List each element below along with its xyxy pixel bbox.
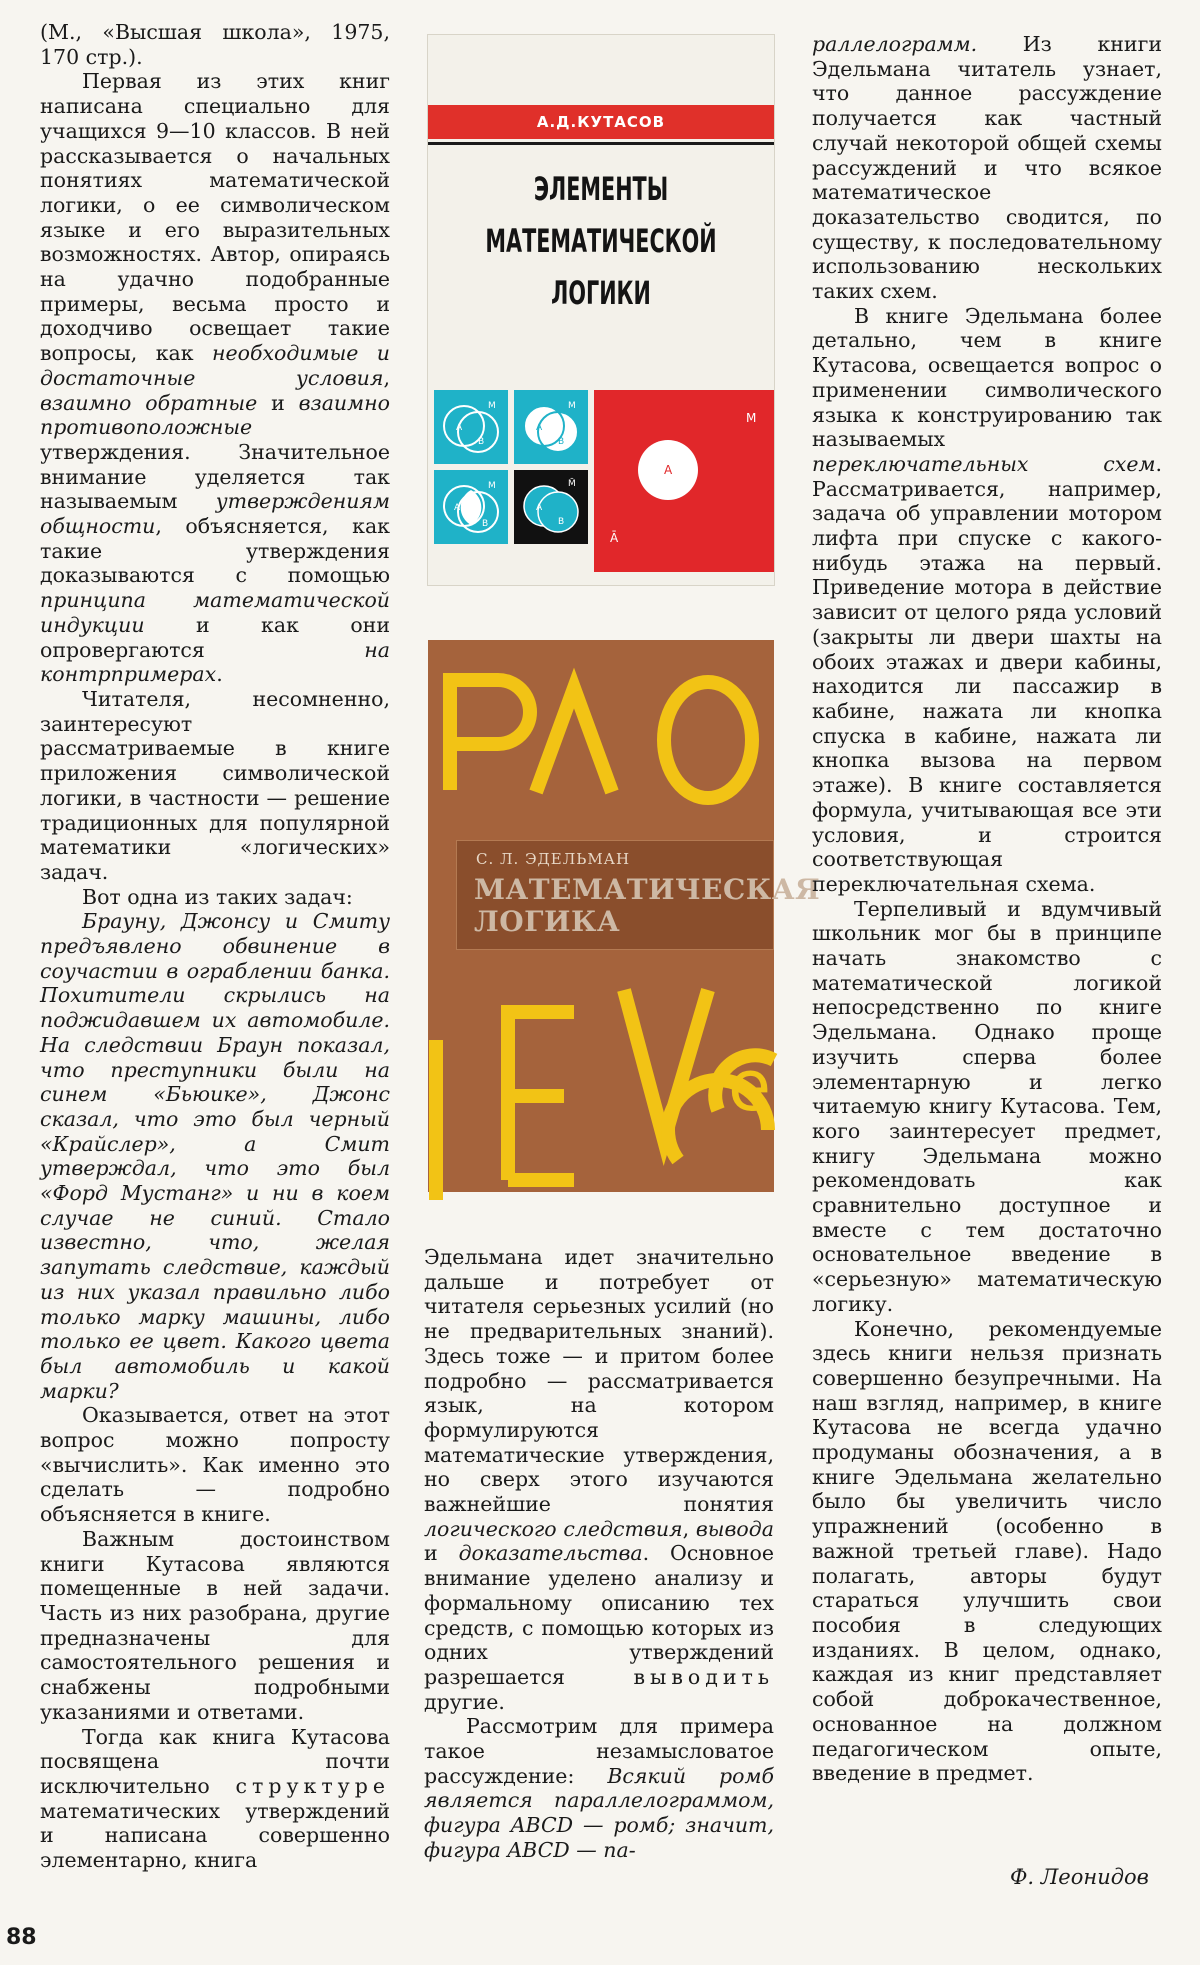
- svg-text:M̄: M̄: [568, 479, 576, 489]
- emphasis: доказательства: [458, 1541, 643, 1566]
- svg-text:A: A: [456, 423, 463, 433]
- cover-author: С. Л. ЭДЕЛЬМАН: [476, 850, 631, 868]
- svg-text:B: B: [478, 437, 485, 447]
- logic-puzzle: Брауну, Джонсу и Смиту предъявлено обвинение в соучастии в ограблении банка. Похитители скрылись на поджидавшем их автомобиле. На следствии Браун показал, что преступники были на синем «Бьюике», Джонс сказал, что это был черный «Крайслер», а Смит утверждал, что это был «Форд Мустанг» и ни в коем случае не синий. Стало известно, что, желая запутать следствие, каждый из них указал правильно либо только марку машины, либо только ее цвет. Какого цвета был автомобиль и какой марки?: [40, 909, 390, 1403]
- spaced-word: выводить: [633, 1664, 774, 1689]
- paragraph: Рассмотрим для примера такое незамысловатое рассуждение: Всякий ромб является параллелограммом, фигура ABCD — ромб; значит, фигура ABCD — па-: [424, 1714, 774, 1862]
- emphasis: принципа математической индукции: [40, 588, 390, 637]
- emphasis: необходимые и достаточные условия: [40, 341, 390, 390]
- cover-rule: [428, 142, 774, 145]
- svg-text:B: B: [558, 517, 565, 527]
- page-number: 88: [6, 1925, 37, 1950]
- svg-text:A: A: [664, 463, 673, 477]
- middle-column: [424, 1245, 774, 1863]
- svg-text:A: A: [536, 423, 543, 433]
- paragraph: (М., «Высшая школа», 1975, 170 стр.).: [40, 20, 390, 69]
- emphasis: логического следствия: [424, 1516, 683, 1541]
- paragraph: Читателя, несомненно, заинтересуют рассматриваемые в книге приложения символической логики, в частности — решение традиционных для популярной математики «логических» задач.: [40, 686, 390, 884]
- svg-text:М: М: [568, 401, 576, 411]
- svg-text:B: B: [482, 519, 489, 529]
- emphasis: взаимно обратные: [40, 390, 258, 415]
- paragraph: Конечно, рекомендуемые здесь книги нельзя признать совершенно безупречными. На наш взгляд, например, в книге Кутасова не всегда удачно продуманы обозначения, а в книге Эдельмана желательно было бы увеличить число упражнений (особенно в важной третьей главе). Надо полагать, авторы будут стараться улучшить свои пособия в следующих изданиях. В целом, однако, каждая из книг представляет собой доброкачественное, основанное на должном педагогическом опыте, введение в предмет.: [812, 1316, 1162, 1786]
- svg-text:B: B: [558, 437, 565, 447]
- emphasis: на контрпримерах: [40, 637, 390, 687]
- paragraph: Первая из этих книг написана специально для учащихся 9—10 классов. В ней рассказывается о начальных понятиях математической логики, о ее символическом языке и его выразительных возможностях. Автор, опираясь на удачно подобранные примеры, весьма просто и доходчиво освещает такие вопросы, как необходимые и достаточные условия, взаимно обратные и взаимно противоположные утверждения. Значительное внимание уделяется так называемым утверждениям общности, объясняется, как такие утверждения доказываются с помощью принципа математической индукции и как они опровергаются на контрпримерах.: [40, 69, 390, 687]
- book-cover-kutasov: [428, 35, 774, 585]
- paragraph: Терпеливый и вдумчивый школьник мог бы в принципе начать знакомство с математической логикой непосредственно по книге Эдельмана. Однако проще изучить сперва более элементарную и легко читаемую книгу Кутасова. Тем, кого заинтересует предмет, книгу Эдельмана можно рекомендовать как сравнительно доступное и вместе с тем достаточно основательное введение в «серьезную» математическую логику.: [812, 896, 1162, 1316]
- cover-title: МАТЕМАТИЧЕСКАЯ ЛОГИКА: [474, 873, 821, 938]
- emphasis: переключательных схем: [812, 451, 1156, 476]
- emphasis: взаимно противоположные: [40, 390, 390, 440]
- left-column: [40, 20, 390, 1873]
- venn-diagram-icon: [514, 390, 588, 464]
- paragraph: раллелограмм. Из книги Эдельмана читатель узнает, что данное рассуждение получается как частный случай некоторой общей схемы рассуждений и что всякое математическое доказательство сводится, по существу, к последовательному использованию нескольких таких схем.: [812, 32, 1162, 304]
- right-column: [812, 32, 1162, 1786]
- paragraph: В книге Эдельмана более детально, чем в книге Кутасова, освещается вопрос о применении символического языка к конструированию так называемых переключательных схем. Рассматривается, например, задача об управлении мотором лифта при спуске с какого-нибудь этажа на первый. Приведение мотора в действие зависит от целого ряда условий (закрыты ли двери шахты на обоих этажах и двери кабины, находится ли пассажир в кабине, нажата ли кнопка спуска в кабине, нажата ли кнопка вызова на первом этаже). В книге составляется формула, учитывающая все эти условия, и строится соответствующая переключательная схема.: [812, 303, 1162, 896]
- paragraph: Оказывается, ответ на этот вопрос можно попросту «вычислить». Как именно это сделать — подробно объясняется в книге.: [40, 1403, 390, 1527]
- svg-text:e: e: [728, 1045, 772, 1127]
- emphasis: Всякий ромб является параллелограммом, фигура ABCD — ромб; значит, фигура ABCD — па-: [424, 1763, 774, 1862]
- emphasis: утверждениям общности: [40, 489, 390, 539]
- paragraph: Эдельмана идет значительно дальше и потребует от читателя серьезных усилий (но не предварительных знаний). Здесь тоже — и притом более подробно — рассматривается язык, на котором формулируются математические утверждения, но сверх этого изучаются важнейшие понятия логического следствия, вывода и доказательства. Основное внимание уделено анализу и формальному описанию тех средств, с помощью которых из одних утверждений разрешается выводить другие.: [424, 1245, 774, 1714]
- emphasis: вывода: [695, 1516, 774, 1541]
- paragraph: Вот одна из таких задач:: [82, 884, 353, 909]
- book-cover-edelman: [428, 640, 821, 1192]
- emphasis: раллелограмм.: [812, 32, 978, 56]
- venn-diagram-icon: [514, 470, 588, 544]
- venn-diagram-icon: [434, 390, 508, 464]
- author-signature: Ф. Леонидов: [1010, 1865, 1149, 1889]
- cover-red-panel: [594, 390, 774, 572]
- svg-text:Ā: Ā: [610, 531, 619, 545]
- cover-author: А.Д.КУТАСОВ: [428, 105, 774, 139]
- cover-label: [456, 840, 821, 950]
- cover-title: ЭЛЕМЕНТЫ МАТЕМАТИЧЕСКОЙ ЛОГИКИ: [485, 170, 717, 312]
- svg-text:A: A: [454, 503, 461, 513]
- paragraph: Важным достоинством книги Кутасова являются помещенные в ней задачи. Часть из них разобрана, другие предназначены для самостоятельного решения и снабжены подробными указаниями и ответами.: [40, 1526, 390, 1724]
- svg-text:М: М: [488, 481, 496, 491]
- svg-text:М: М: [746, 411, 757, 425]
- svg-text:М: М: [488, 401, 496, 411]
- paragraph: Тогда как книга Кутасова посвящена почти исключительно структуре математических утверждений и написана совершенно элементарно, книга: [40, 1724, 390, 1873]
- spaced-word: структуре: [235, 1773, 390, 1798]
- venn-diagram-icon: [434, 470, 508, 544]
- svg-text:A: A: [536, 503, 543, 513]
